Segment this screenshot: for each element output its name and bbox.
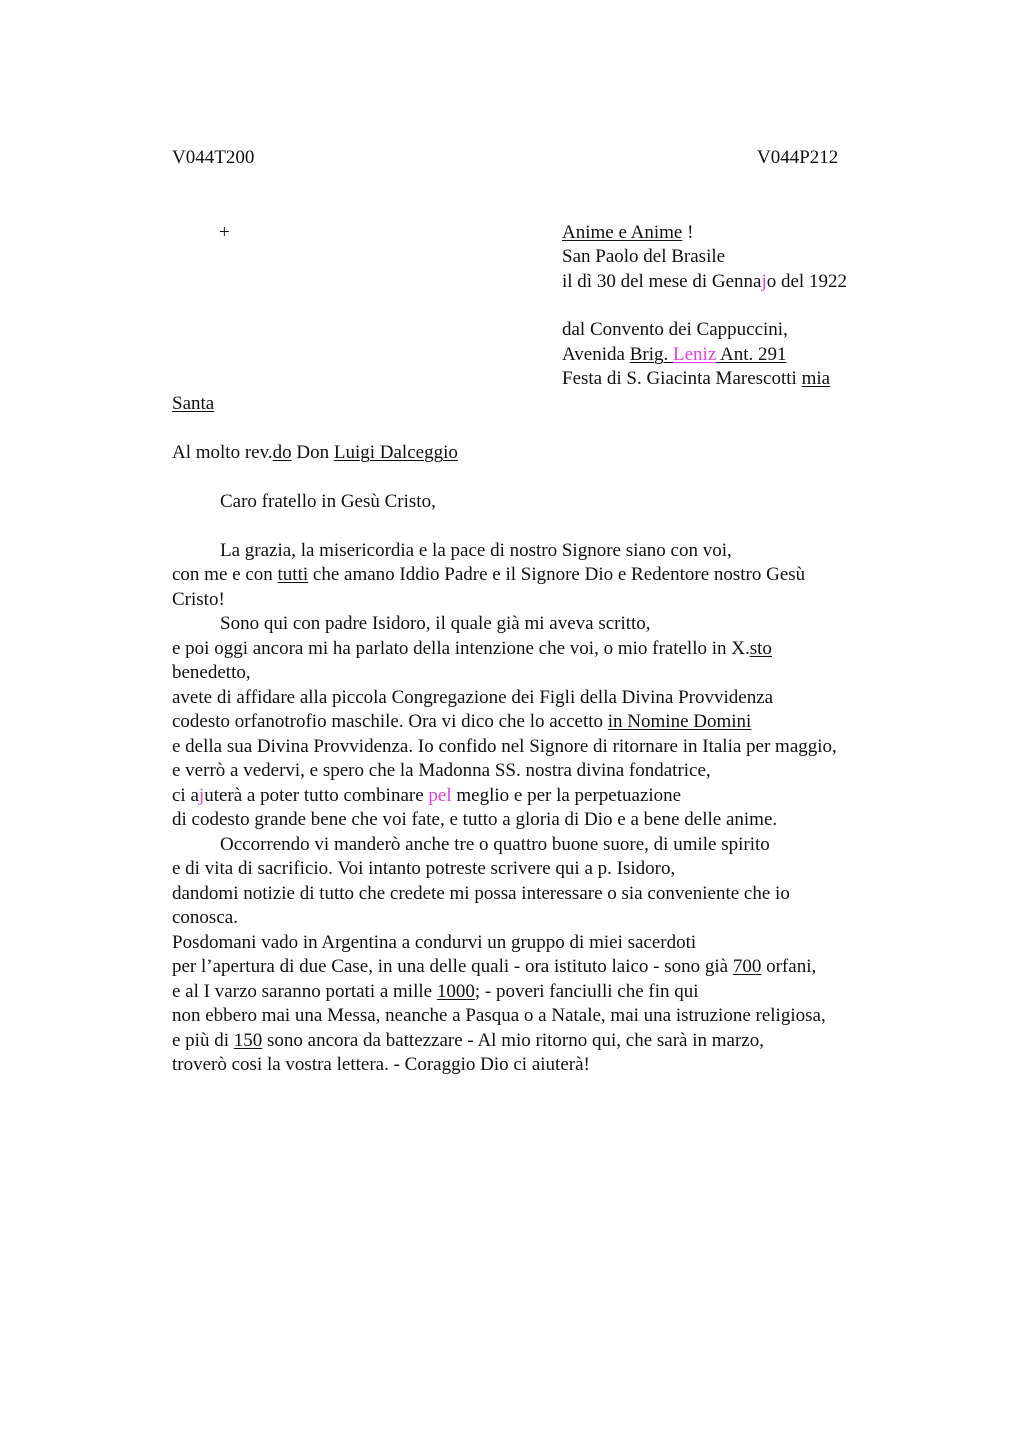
body-line-3: Cristo!	[172, 589, 225, 610]
body-line-11-highlight-2: pel	[428, 785, 452, 806]
address-pre: Avenida	[562, 344, 630, 365]
place-line: San Paolo del Brasile	[562, 246, 726, 267]
body-line-8-underlined: in Nomine Domini	[607, 711, 752, 732]
feast-wrap: Santa	[172, 393, 215, 414]
body-line-7: avete di affidare alla piccola Congregazione dei Figli della Divina Provvidenza	[172, 687, 774, 708]
body-line-8-pre: codesto orfanotrofio maschile. Ora vi dico che lo accetto	[172, 711, 608, 732]
body-line-11	[172, 784, 681, 808]
body-line-9: e della sua Divina Provvidenza. Io confido nel Signore di ritornare in Italia per maggio,	[172, 736, 837, 757]
body-line-13: Occorrendo vi manderò anche tre o quattro buone suore, di umile spirito	[220, 834, 770, 855]
body-line-21	[172, 1029, 764, 1053]
body-line-11-b: uterà a poter tutto combinare	[204, 785, 429, 806]
body-line-6: benedetto,	[172, 662, 251, 683]
body-line-18-underlined: 700	[732, 956, 762, 977]
body-line-1: La grazia, la misericordia e la pace di nostro Signore siano con voi,	[220, 540, 732, 561]
body-line-15: dandomi notizie di tutto che credete mi possa interessare o sia conveniente che io	[172, 883, 790, 904]
addressee-mid: Don	[291, 442, 334, 463]
date-pre: il dì 30 del mese di Genna	[562, 271, 762, 292]
address-underlined-1: Brig.	[629, 344, 669, 365]
body-line-21-underlined: 150	[233, 1030, 263, 1051]
feast-pre: Festa di S. Giacinta Marescotti	[562, 368, 802, 389]
addressee-name: Luigi Dalceggio	[333, 442, 458, 463]
body-line-12: di codesto grande bene che voi fate, e tutto a gloria di Dio e a bene delle anime.	[172, 809, 778, 830]
feast-underlined: mia	[801, 368, 831, 389]
addressee-line	[172, 441, 458, 465]
body-line-18-post: orfani,	[761, 956, 817, 977]
body-line-2	[172, 563, 805, 587]
motto-line	[562, 221, 693, 245]
right-document-code: V044P212	[757, 147, 839, 168]
date-post: o del 1922	[766, 271, 847, 292]
body-line-18-pre: per l’apertura di due Case, in una delle quali - ora istituto laico - sono già	[172, 956, 733, 977]
motto-rest: !	[682, 222, 694, 243]
body-line-19-underlined: 1000	[436, 981, 475, 1002]
body-line-11-c: meglio e per la perpetuazione	[451, 785, 682, 806]
cross-mark: +	[219, 222, 230, 243]
body-line-2-post: che amano Iddio Padre e il Signore Dio e Redentore nostro Gesù	[308, 564, 806, 585]
body-line-10: e verrò a vedervi, e spero che la Madonna SS. nostra divina fondatrice,	[172, 760, 711, 781]
body-line-5-pre: e poi oggi ancora mi ha parlato della intenzione che voi, o mio fratello in X.	[172, 638, 750, 659]
salutation: Caro fratello in Gesù Cristo,	[220, 491, 436, 512]
body-line-2-pre: con me e con	[172, 564, 278, 585]
addressee-do: do	[272, 442, 292, 463]
date-line	[562, 270, 847, 294]
body-line-18	[172, 955, 816, 979]
date-highlight: j	[761, 271, 767, 292]
address-highlight: Leniz	[673, 344, 717, 365]
motto-underlined: Anime e Anime	[562, 222, 683, 243]
body-line-5-underlined: sto	[749, 638, 772, 659]
convent-line: dal Convento dei Cappuccini,	[562, 319, 788, 340]
left-document-code: V044T200	[172, 147, 255, 168]
body-line-19	[172, 980, 699, 1004]
feast-line	[562, 367, 830, 391]
body-line-19-post: ; - poveri fanciulli che fin qui	[474, 981, 699, 1002]
body-line-19-pre: e al I varzo saranno portati a mille	[172, 981, 437, 1002]
body-line-21-post: sono ancora da battezzare - Al mio ritorno qui, che sarà in marzo,	[262, 1030, 764, 1051]
body-line-8	[172, 710, 751, 734]
body-line-20: non ebbero mai una Messa, neanche a Pasqua o a Natale, mai una istruzione religiosa,	[172, 1005, 826, 1026]
body-line-16: conosca.	[172, 907, 238, 928]
address-underlined-2: Ant. 291	[719, 344, 787, 365]
address-line	[562, 343, 786, 367]
body-line-22: troverò cosi la vostra lettera. - Coraggio Dio ci aiuterà!	[172, 1054, 590, 1075]
body-line-5	[172, 637, 772, 661]
body-line-21-pre: e più di	[172, 1030, 234, 1051]
body-line-17: Posdomani vado in Argentina a condurvi un gruppo di miei sacerdoti	[172, 932, 697, 953]
body-line-14: e di vita di sacrificio. Voi intanto potreste scrivere qui a p. Isidoro,	[172, 858, 676, 879]
body-line-2-underlined: tutti	[277, 564, 309, 585]
body-line-4: Sono qui con padre Isidoro, il quale già mi aveva scritto,	[220, 613, 651, 634]
addressee-pre: Al molto rev.	[172, 442, 273, 463]
body-line-11-highlight-1: j	[198, 785, 205, 806]
body-line-11-a: ci a	[172, 785, 199, 806]
